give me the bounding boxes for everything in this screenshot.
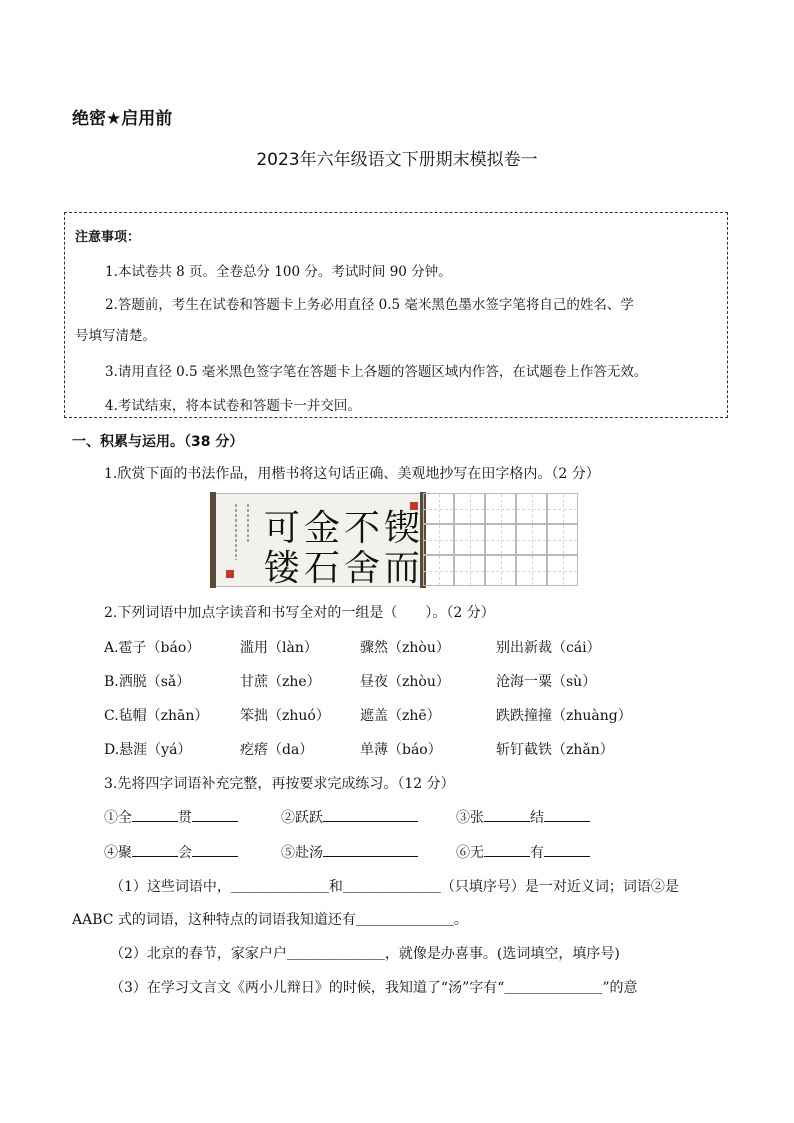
option-a-4: 别出新裁（cái） xyxy=(496,640,601,656)
blank-field[interactable] xyxy=(544,807,590,822)
blank-field[interactable] xyxy=(323,842,418,857)
grid-cell[interactable] xyxy=(454,524,485,555)
option-a-1: A.雹子（báo） xyxy=(104,640,201,656)
grid-cell[interactable] xyxy=(547,555,578,586)
option-c-2: 笨拙（zhuó） xyxy=(240,708,330,724)
grid-cell[interactable] xyxy=(423,555,454,586)
calligraphy-char: 石 xyxy=(304,548,341,589)
notice-item-2-cont: 号填写清楚。 xyxy=(75,328,156,344)
blank-field[interactable] xyxy=(544,842,590,857)
question-1: 1.欣赏下面的书法作品，用楷书将这句话正确、美观地抄写在田字格内。（2 分） xyxy=(104,466,600,482)
sub-question-2: （2）北京的春节，家家户户＿＿＿＿＿＿＿，就像是办喜事。(选词填空，填序号) xyxy=(110,946,620,962)
seal-stamp xyxy=(226,570,234,578)
grid-cell[interactable] xyxy=(454,493,485,524)
calligraphy-char: 金 xyxy=(304,508,341,549)
grid-cell[interactable] xyxy=(547,524,578,555)
option-b-1: B.洒脱（sǎ） xyxy=(104,674,191,690)
grid-cell[interactable] xyxy=(516,524,547,555)
grid-cell[interactable] xyxy=(485,555,516,586)
section-heading: 一、积累与运用。（38 分） xyxy=(72,434,244,450)
blank-field[interactable] xyxy=(323,807,418,822)
fill-item-2 xyxy=(281,807,418,827)
grid-cell[interactable] xyxy=(516,493,547,524)
grid-cell[interactable] xyxy=(454,555,485,586)
fill-text: 结 xyxy=(530,810,544,826)
grid-cell[interactable] xyxy=(423,524,454,555)
blank-field[interactable] xyxy=(192,842,238,857)
fill-item-5 xyxy=(281,842,418,862)
question-3: 3.先将四字词语补充完整，再按要求完成练习。（12 分） xyxy=(104,776,455,792)
scroll-rod-left xyxy=(210,492,216,588)
grid-cell[interactable] xyxy=(423,493,454,524)
calligraphy-char: 不 xyxy=(344,508,381,549)
calligraphy-char: 舍 xyxy=(344,548,381,589)
blank-field[interactable] xyxy=(132,842,178,857)
sub-question-3: （3）在学习文言文《两小儿辩日》的时候，我知道了“汤”字有“＿＿＿＿＿＿＿”的意 xyxy=(110,980,638,996)
option-a-3: 骤然（zhòu） xyxy=(360,640,450,656)
fill-item-1 xyxy=(104,807,238,827)
option-d-2: 疙瘩（da） xyxy=(240,742,314,758)
calligraphy-char: 锲 xyxy=(384,508,421,549)
sub-question-1: （1）这些词语中，＿＿＿＿＿＿＿和＿＿＿＿＿＿＿（只填序号）是一对近义词；词语②是 xyxy=(110,879,679,895)
inscription-strokes xyxy=(228,502,256,566)
notice-item-1: 1.本试卷共 8 页。全卷总分 100 分。考试时间 90 分钟。 xyxy=(105,264,452,280)
grid-cell[interactable] xyxy=(485,493,516,524)
fill-text: 有 xyxy=(530,845,544,861)
calligraphy-char: 镂 xyxy=(264,548,301,589)
notice-heading: 注意事项： xyxy=(75,230,141,245)
tianzige-grid[interactable] xyxy=(423,493,583,587)
question-2: 2.下列词语中加点字读音和书写全对的一组是（ ）。（2 分） xyxy=(104,605,495,621)
fill-text: ①全 xyxy=(104,810,132,826)
option-d-4: 斩钉截铁（zhǎn） xyxy=(496,742,614,758)
fill-text: ④聚 xyxy=(104,845,132,861)
calligraphy-char: 而 xyxy=(384,548,421,589)
option-a-2: 滥用（làn） xyxy=(240,640,318,656)
notice-box xyxy=(64,212,728,418)
blank-field[interactable] xyxy=(484,807,530,822)
grid-cell[interactable] xyxy=(516,555,547,586)
option-c-3: 遮盖（zhē） xyxy=(360,708,441,724)
fill-item-6 xyxy=(456,842,590,862)
page-title: 2023年六年级语文下册期末模拟卷一 xyxy=(256,150,538,170)
option-b-3: 昼夜（zhòu） xyxy=(360,674,450,690)
option-d-3: 单薄（báo） xyxy=(360,742,442,758)
grid-cell[interactable] xyxy=(547,493,578,524)
fill-text: ②跃跃 xyxy=(281,810,323,826)
fill-text: ③张 xyxy=(456,810,484,826)
notice-item-2: 2.答题前，考生在试卷和答题卡上务必用直径 0.5 毫米黑色墨水签字笔将自己的姓名、学 xyxy=(105,297,634,313)
fill-text: ⑥无 xyxy=(456,845,484,861)
fill-text: ⑤赴汤 xyxy=(281,845,323,861)
fill-item-4 xyxy=(104,842,238,862)
option-b-2: 甘蔗（zhe） xyxy=(240,674,321,690)
sub-question-1-cont: AABC 式的词语，这种特点的词语我知道还有＿＿＿＿＿＿＿。 xyxy=(72,912,468,928)
calligraphy-image xyxy=(213,493,423,587)
calligraphy-char: 可 xyxy=(264,508,301,549)
blank-field[interactable] xyxy=(192,807,238,822)
grid-cell[interactable] xyxy=(485,524,516,555)
confidential-label: 绝密★启用前 xyxy=(72,109,173,129)
blank-field[interactable] xyxy=(132,807,178,822)
option-c-1: C.毡帽（zhān） xyxy=(104,708,209,724)
notice-item-3: 3.请用直径 0.5 毫米黑色签字笔在答题卡上各题的答题区域内作答，在试题卷上作答无效。 xyxy=(105,364,648,380)
fill-text: 贯 xyxy=(178,810,192,826)
blank-field[interactable] xyxy=(484,842,530,857)
notice-item-4: 4.考试结束，将本试卷和答题卡一并交回。 xyxy=(105,398,361,414)
option-b-4: 沧海一粟（sù） xyxy=(496,674,597,690)
option-c-4: 跌跌撞撞（zhuàng） xyxy=(496,708,632,724)
option-d-1: D.悬涯（yá） xyxy=(104,742,192,758)
fill-item-3 xyxy=(456,807,590,827)
fill-text: 会 xyxy=(178,845,192,861)
